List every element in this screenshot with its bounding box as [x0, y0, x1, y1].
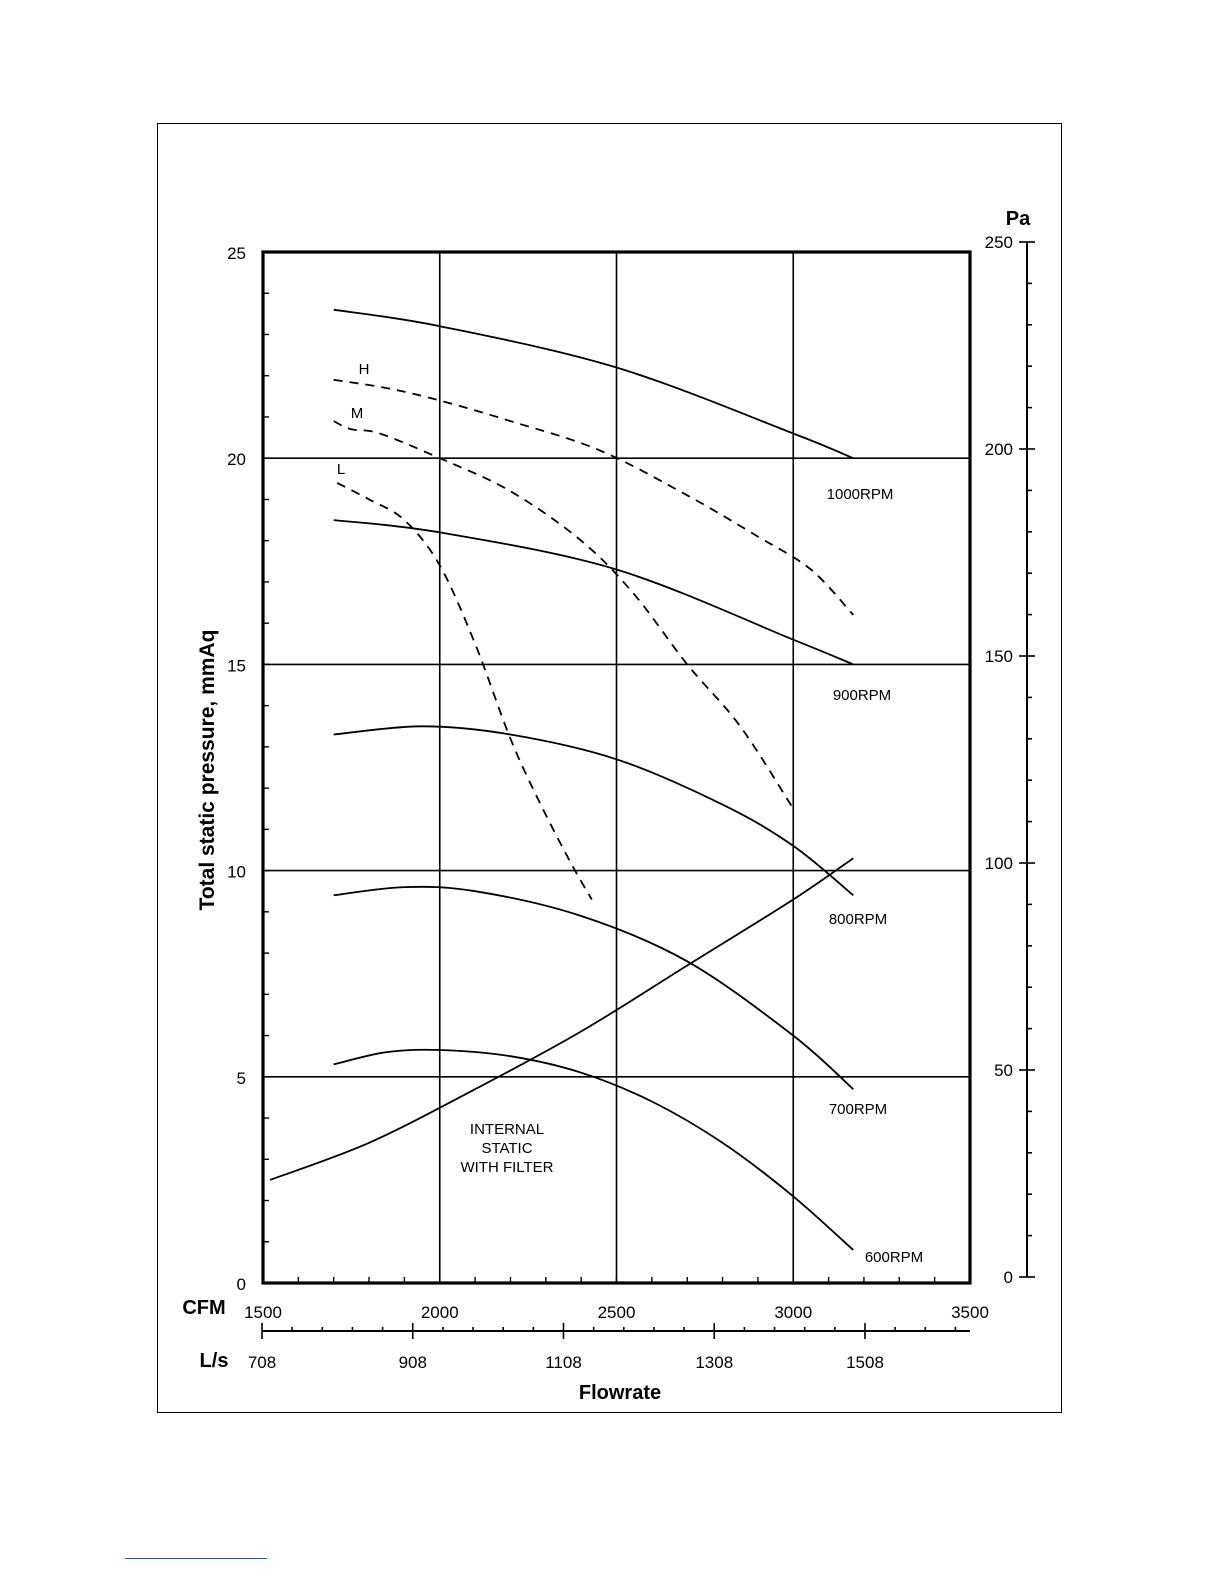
y-tick-label: 10: [227, 862, 246, 882]
series-label-m: M: [350, 405, 364, 422]
annotation-internal-static: STATIC: [481, 1140, 533, 1157]
x2-tick-label: 1108: [545, 1353, 582, 1372]
series-label-600rpm: 600RPM: [864, 1249, 924, 1266]
y-tick-label: 20: [227, 450, 246, 470]
x2-tick-label: 908: [398, 1353, 427, 1372]
series-line-m: [334, 421, 794, 809]
annotation-internal-static: WITH FILTER: [460, 1159, 554, 1176]
y2-tick-label: 100: [984, 854, 1013, 873]
y2-unit-label: Pa: [1005, 208, 1031, 230]
series-label-700rpm: 700RPM: [828, 1101, 888, 1118]
x2-unit-label: L/s: [199, 1350, 229, 1372]
y-tick-label: 15: [227, 656, 246, 676]
series-line-1000rpm: [334, 310, 854, 459]
x-tick-label: 2000: [420, 1303, 459, 1322]
x-tick-label: 2500: [597, 1303, 636, 1322]
series-label-h: H: [358, 361, 370, 378]
x2-tick-label: 708: [247, 1353, 277, 1372]
y-tick-label: 25: [227, 244, 246, 263]
x-unit-label: CFM: [182, 1297, 226, 1319]
y2-tick-label: 200: [984, 440, 1013, 459]
x-tick-label: 3000: [774, 1303, 813, 1322]
x2-tick-label: 1508: [846, 1353, 884, 1372]
x-axis-title: Flowrate: [578, 1382, 662, 1404]
series-line-700rpm: [334, 887, 854, 1089]
grid-layer: [263, 252, 970, 1283]
x-tick-label: 1500: [244, 1303, 282, 1322]
x-tick-label: 3500: [951, 1303, 989, 1322]
series-line-l: [337, 483, 592, 900]
y2-tick-label: 0: [1003, 1268, 1013, 1287]
y-axis-title: Total static pressure, mmAq: [196, 629, 219, 911]
y-tick-label: 5: [236, 1068, 246, 1088]
y2-tick-label: 50: [994, 1061, 1013, 1080]
annotation-internal-static: INTERNAL: [469, 1121, 545, 1138]
y2-tick-label: 250: [984, 233, 1013, 252]
series-label-900rpm: 900RPM: [832, 687, 892, 704]
x2-tick-label: 1308: [695, 1353, 734, 1372]
series-label-l: L: [336, 461, 346, 478]
series-line-900rpm: [334, 520, 854, 664]
y2-tick-label: 150: [984, 647, 1013, 666]
series-line-internal-static-with-filter: [270, 858, 853, 1180]
series-layer: [270, 310, 853, 1250]
axes-layer: [262, 242, 1035, 1339]
series-label-800rpm: 800RPM: [828, 911, 888, 928]
y-tick-label: 0: [236, 1275, 246, 1294]
series-line-h: [334, 380, 854, 615]
labels-layer: [182, 208, 1031, 1404]
series-line-600rpm: [334, 1050, 854, 1250]
series-label-1000rpm: 1000RPM: [826, 486, 894, 503]
